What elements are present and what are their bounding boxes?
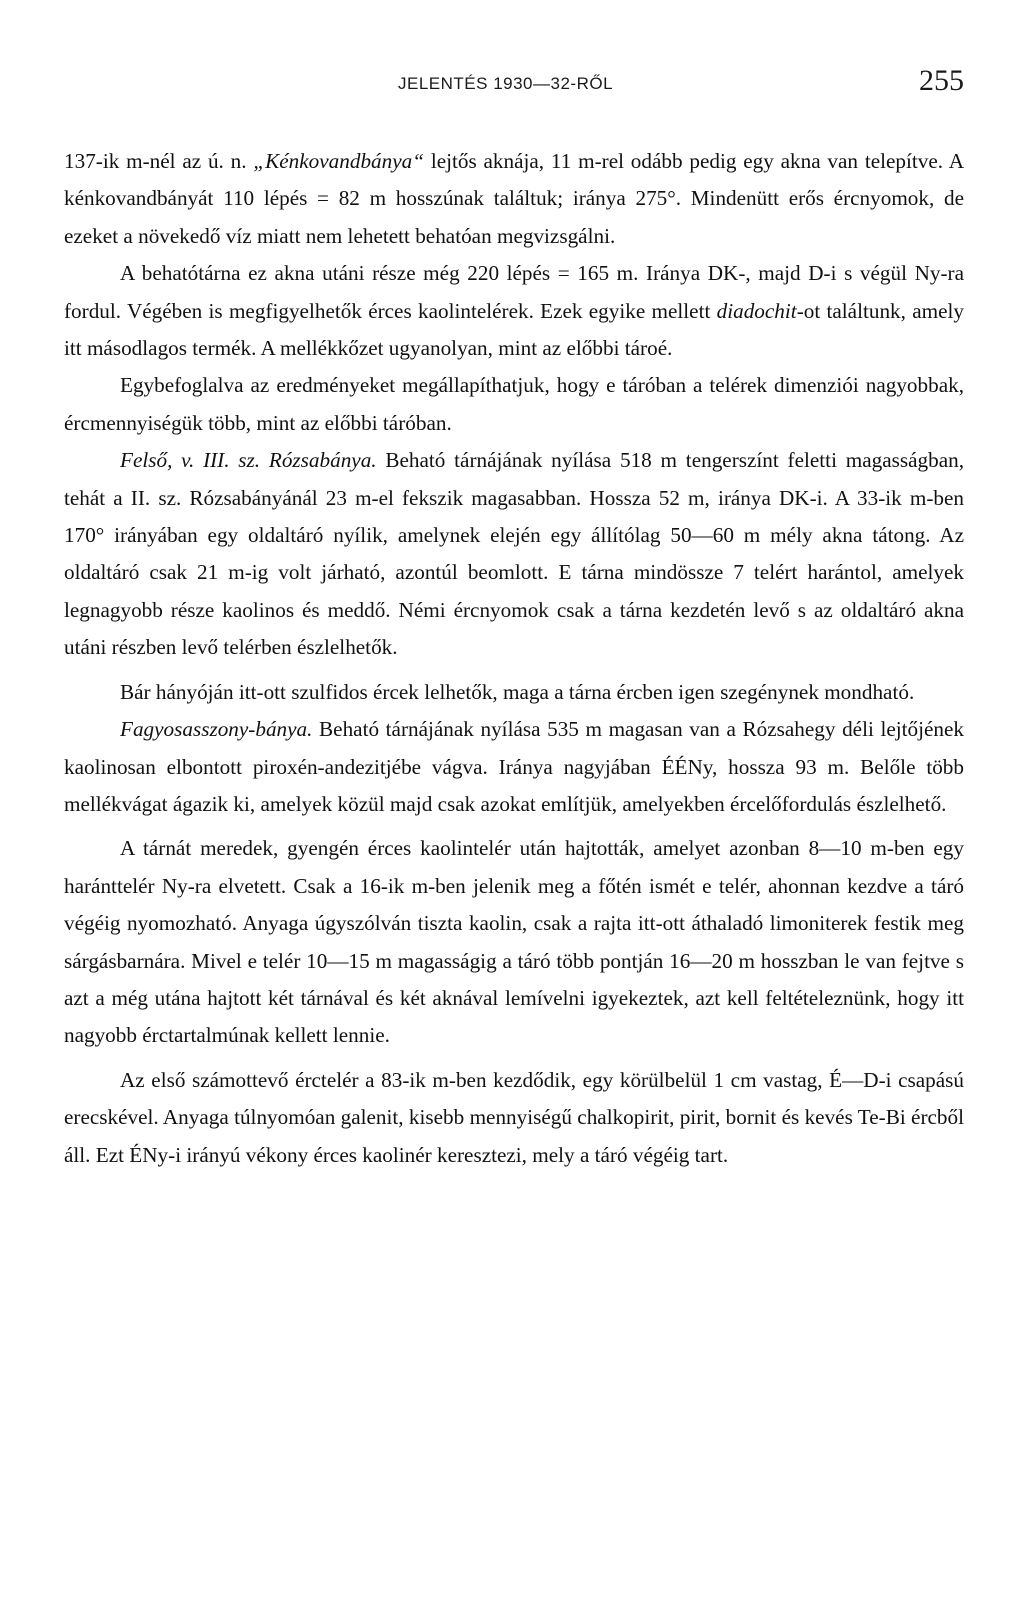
text-run: Egybefoglalva az eredményeket megállapíthatjuk, hogy e táróban a telérek dimenziói nagyobbak, ércmennyiségük több, mint az előbbi táróban. [64, 373, 964, 435]
paragraph-4 [64, 442, 964, 666]
text-run: Beható tárnájának nyílása 518 m tengerszínt feletti magasságban, tehát a II. sz. Rózsabányánál 23 m-el fekszik magasabban. Hossza 52 m, iránya DK-i. A 33-ik m-ben 170° irányában egy oldaltáró nyílik, amelynek elején egy állítólag 50—60 m mély akna tátong. Az oldaltáró csak 21 m-ig volt járható, azontúl beomlott. E tárna mindössze 7 telért harántol, amelyek legnagyobb része kaolinos és meddő. Némi ércnyomok csak a tárna kezdetén levő s az oldaltáró akna utáni részben levő telérben észlelhetők. [64, 448, 965, 660]
text-run-italic: diadochit [716, 298, 797, 323]
text-run: lejtős aknája, 11 m-rel odább pedig egy akna van telepítve. A kénkovandbányát 110 lépés = 82 m hosszúnak találtuk; iránya 275°. Mindenütt erős ércnyomok, de ezeket a növekedő víz miatt nem lehetett behatóan megvizsgálni. [64, 149, 964, 248]
section-heading-fagyosasszony: Fagyosasszony-bánya. [120, 717, 313, 742]
page-number: 255 [919, 64, 964, 97]
text-run-italic: „Kénkovandbánya“ [253, 149, 425, 173]
text-run: A behatótárna ez akna utáni része még 220 lépés = 165 m. Iránya DK-, majd D-i s végül Ny-ra fordul. Végében is megfigyelhetők érces kaolintelérek. Ezek egyike mellett [64, 261, 964, 323]
paragraph-3 [64, 367, 964, 442]
paragraph-8 [64, 1062, 964, 1174]
section-heading-rozsabanya: Felső, v. III. sz. Rózsabánya. [120, 448, 377, 473]
running-title: JELENTÉS 1930—32-RŐL [398, 74, 614, 93]
text-run: 137-ik m-nél az ú. n. [64, 149, 254, 173]
paragraph-6 [64, 711, 964, 823]
body-text [64, 143, 964, 1174]
paragraph-2 [64, 255, 964, 367]
paragraph-7 [64, 830, 964, 1054]
text-run: Az első számottevő érctelér a 83-ik m-ben kezdődik, egy körülbelül 1 cm vastag, É—D-i csapású erecskével. Anyaga túlnyomóan galenit, kisebb mennyiségű chalkopirit, pirit, bornit és kevés Te-Bi ércből áll. Ezt ÉNy-i irányú vékony érces kaolinér keresztezi, mely a táró végéig tart. [64, 1067, 964, 1167]
text-run: -ot találtunk, amely itt másodlagos termék. A mellékkőzet ugyanolyan, mint az előbbi tároé. [64, 298, 964, 361]
text-run: Beható tárnájának nyílása 535 m magasan van a Rózsahegy déli lejtőjének kaolinosan elbontott piroxén-andezitjébe vágva. Iránya nagyjában ÉÉNy, hossza 93 m. Belőle több mellékvágat ágazik ki, amelyek közül majd csak azokat említjük, amelyekben ércelőfordulás észlelhető. [64, 717, 964, 816]
paragraph-1 [64, 143, 964, 255]
text-run: Bár hányóján itt-ott szulfidos ércek lelhetők, maga a tárna ércben igen szegénynek mondható. [120, 679, 915, 704]
text-run: A tárnát meredek, gyengén érces kaolintelér után hajtották, amelyet azonban 8—10 m-ben egy haránttelér Ny-ra elvetett. Csak a 16-ik m-ben jelenik meg a főtén ismét e telér, ahonnan kezdve a táró végéig nyomozható. Anyaga úgyszólván tiszta kaolin, csak a rajta itt-ott áthaladó limoniterek festik meg sárgásbarnára. Mivel e telér 10—15 m magasságig a táró több pontján 16—20 m hosszban le van fejtve s azt a még utána hajtott két tárnával és két aknával lemívelni igyekeztek, azt kell feltételeznünk, hogy itt nagyobb érctartalmúnak kellett lennie. [64, 836, 964, 1048]
paragraph-5 [64, 674, 964, 711]
